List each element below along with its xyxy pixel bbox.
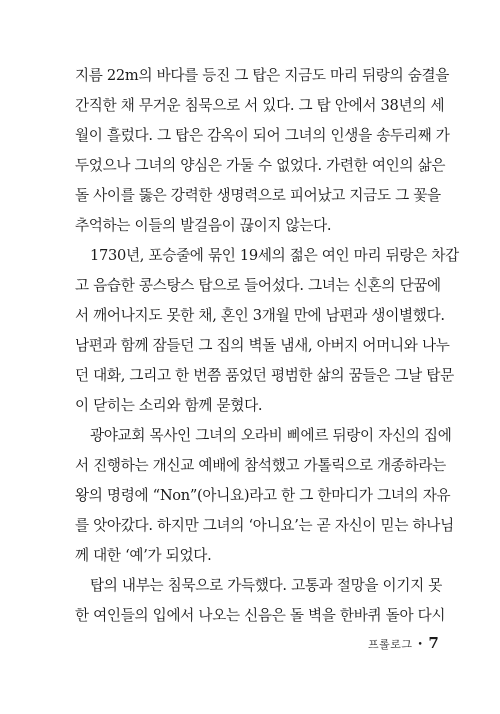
text-line: 던 대화, 그리고 한 번쯤 품었던 평범한 삶의 꿈들은 그날 탑문 <box>75 367 454 384</box>
text-line: 고 음습한 콩스탕스 탑으로 들어섰다. 그녀는 신혼의 단꿈에 <box>75 277 441 294</box>
text-line: 께 대한 ‘예’가 되었다. <box>75 547 212 564</box>
text-line: 두었으나 그녀의 양심은 가둘 수 없었다. 가련한 여인의 삶은 <box>75 157 446 174</box>
text-line: 서 진행하는 개신교 예배에 참석했고 가톨릭으로 개종하라는 <box>75 457 446 474</box>
text-line: 서 깨어나지도 못한 채, 혼인 3개월 만에 남편과 생이별했다. <box>75 307 445 324</box>
bullet-separator: • <box>417 640 424 650</box>
page-number: 7 <box>428 634 440 652</box>
page-footer <box>368 635 439 654</box>
text-line: 지름 22m의 바다를 등진 그 탑은 지금도 마리 뒤랑의 숨결을 <box>75 67 450 84</box>
text-line: 를 앗아갔다. 하지만 그녀의 ‘아니요’는 곧 자신이 믿는 하나님 <box>75 517 454 534</box>
section-title: 프롤로그 <box>368 638 413 651</box>
text-line: 이 닫히는 소리와 함께 묻혔다. <box>75 397 263 414</box>
text-line: 왕의 명령에 “Non”(아니요)라고 한 그 한마디가 그녀의 자유 <box>75 487 451 504</box>
text-line: 추억하는 이들의 발걸음이 끊이지 않는다. <box>75 217 332 234</box>
text-line: 1730년, 포승줄에 묶인 19세의 젊은 여인 마리 뒤랑은 차갑 <box>90 247 459 264</box>
text-line: 월이 흘렀다. 그 탑은 감옥이 되어 그녀의 인생을 송두리째 가 <box>75 127 450 144</box>
text-line: 간직한 채 무거운 침묵으로 서 있다. 그 탑 안에서 38년의 세 <box>75 97 445 114</box>
text-line: 광야교회 목사인 그녀의 오라비 삐에르 뒤랑이 자신의 집에 <box>90 427 452 444</box>
text-line: 한 여인들의 입에서 나오는 신음은 돌 벽을 한바퀴 돌아 다시 <box>75 607 446 624</box>
text-line: 탑의 내부는 침묵으로 가득했다. 고통과 절망을 이기지 못 <box>90 577 443 594</box>
text-line: 남편과 함께 잠들던 그 집의 벽돌 냄새, 아버지 어머니와 나누 <box>75 337 450 354</box>
text-line: 돌 사이를 뚫은 강력한 생명력으로 피어났고 지금도 그 꽃을 <box>75 187 441 204</box>
